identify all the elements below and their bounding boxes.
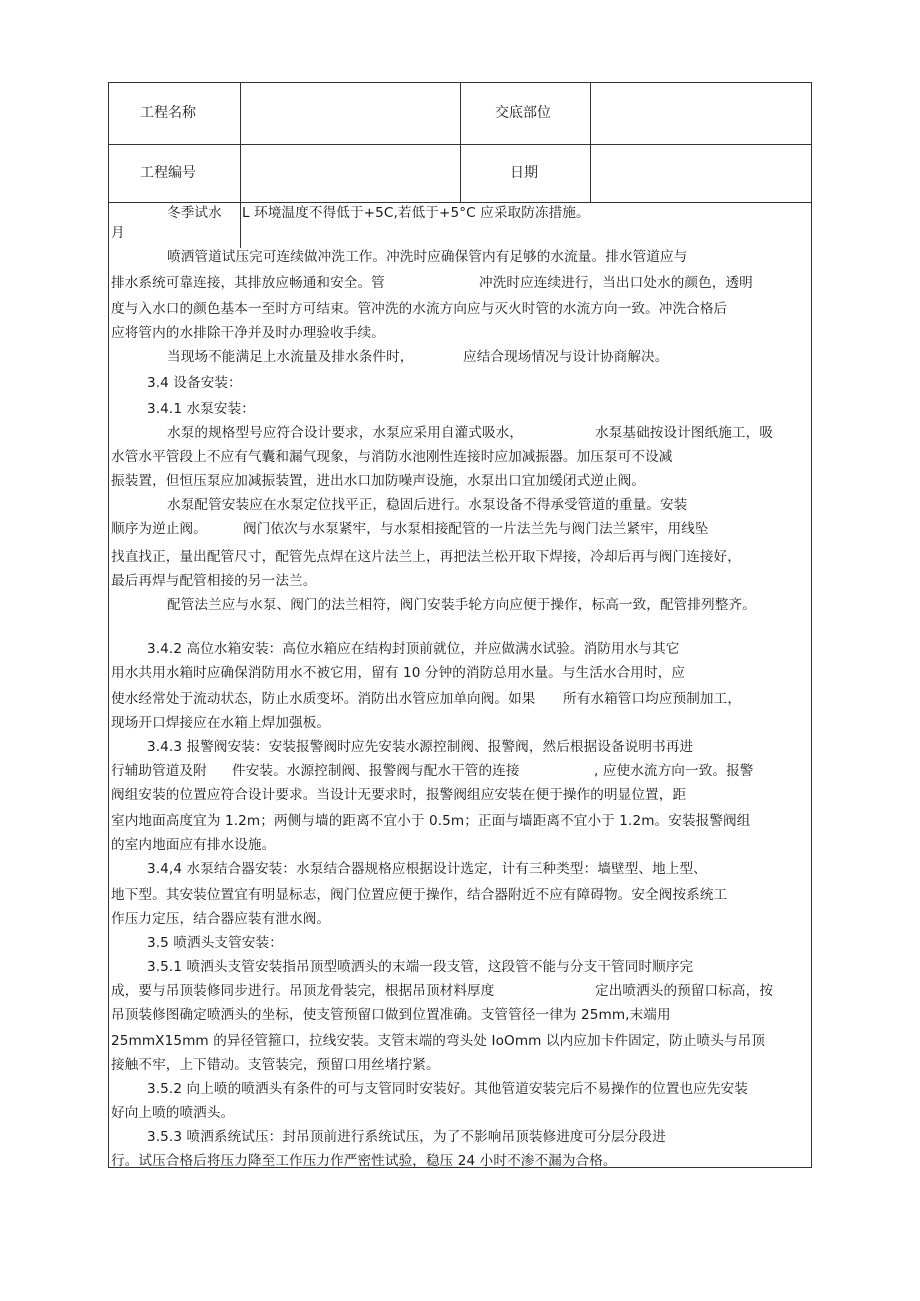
body-text-line: 水泵的规格型号应符合设计要求，水泵应采用自灌式吸水， (167, 425, 524, 441)
body-text-line: , 应使水流方向一致。报警 (594, 763, 754, 779)
body-text-line: 阀组安装的位置应符合设计要求。当设计无要求时，报警阀组应安装在便于操作的明显位置，距 (111, 787, 687, 803)
body-text-line: 作压力定压，结合器应装有泄水阀。 (111, 911, 331, 927)
body-text-line: 定出喷洒头的预留口标高，按 (595, 983, 774, 999)
body-text-line: 应结合现场情况与设计协商解决。 (463, 349, 669, 365)
body-text-line: 冲洗时应连续进行，当出口处水的颜色，透明 (479, 275, 753, 291)
body-text-line: 3.4.3 报警阀安装：安装报警阀时应先安装水源控制阀、报警阀，然后根据设备说明书再进 (147, 739, 694, 755)
body-text-line: 冬季试水 (167, 205, 222, 221)
body-text-line: 成，要与吊顶装修同步进行。吊顶龙骨装完，根据吊顶材料厚度 (111, 983, 495, 999)
body-text-line: 地下型。其安装位置宜有明显标志，阀门位置应便于操作，结合器附近不应有障碍物。安全阀按系统工 (111, 887, 728, 903)
body-text-line: 3.4.2 高位水箱安装：高位水箱应在结构封顶前就位，并应做满水试验。消防用水与其它 (147, 641, 680, 657)
body-text-line: 所有水箱管口均应预制加工， (563, 691, 742, 707)
body-text-line: 件安装。水源控制阀、报警阀与配水干管的连接 (232, 763, 520, 779)
body-text-line: 水泵基础按设计图纸施工，吸 (595, 425, 774, 441)
col-divider-3 (590, 82, 591, 202)
body-text-line: 水管水平管段上不应有气囊和漏气现象，与消防水池刚性连接时应加减振器。加压泵可不设减 (111, 449, 673, 465)
body-text-line: 3.5 喷洒头支管安装： (147, 935, 283, 951)
col-divider-2 (460, 82, 461, 202)
body-text-line: 现场开口焊接应在水箱上焊加强板。 (111, 715, 331, 731)
body-text-line: 阀门依次与水泵紧牢，与水泵相接配管的一片法兰先与阀门法兰紧牢，用线坠 (243, 521, 709, 537)
project-no-label: 工程编号 (140, 165, 196, 181)
body-text-line: 使水经常处于流动状态，防止水质变坏。消防出水管应加单向阀。如果 (111, 691, 536, 707)
body-text-line: 喷洒管道试压完可连续做冲洗工作。冲洗时应确保管内有足够的水流量。排水管道应与 (167, 249, 688, 265)
col-divider-1-stub (240, 202, 241, 248)
section-label: 交底部位 (495, 105, 551, 121)
body-text-line: 最后再焊与配管相接的另一法兰。 (111, 573, 317, 589)
body-text-line: 行。试压合格后将压力降至工作压力作严密性试验，稳压 24 小时不渗不漏为合格。 (111, 1153, 617, 1169)
body-text-line: 3.4,4 水泵结合器安装：水泵结合器规格应根据设计选定，计有三种类型：墙壁型、地上型、 (147, 861, 707, 877)
body-text-line: 振装置，但恒压泵应加减振装置，进出水口加防噪声设施，水泵出口宜加缓闭式逆止阀。 (111, 473, 646, 489)
body-text-line: 吊顶装修图确定喷洒头的坐标，使支管预留口做到位置准确。支管管径一律为 25mm,末端用 (111, 1007, 671, 1023)
body-text-line: 3.4 设备安装： (147, 375, 242, 391)
body-text-line: 行辅助管道及附 (111, 763, 207, 779)
body-text-line: 3.5.2 向上喷的喷洒头有条件的可与支管同时安装好。其他管道安装完后不易操作的位置也应先安装 (147, 1081, 748, 1097)
body-text-line: 月 (111, 225, 125, 241)
body-text-line: 用水共用水箱时应确保消防用水不被它用，留有 10 分钟的消防总用水量。与生活水合用时，应 (111, 665, 686, 681)
body-text-line: 度与入水口的颜色基本一至时方可结束。管冲洗的水流方向应与灭火时管的水流方向一致。冲洗合格后 (111, 301, 728, 317)
body-text-line: L 环境温度不得低于+5C,若低于+5°C 应采取防冻措施。 (242, 205, 590, 221)
body-text-line: 25mmX15mm 的异径管箍口，拉线安装。支管末端的弯头处 IoOmm 以内应加卡件固定，防止喷头与吊顶 (111, 1033, 766, 1049)
date-label: 日期 (510, 165, 538, 181)
body-text-line: 3.5.3 喷洒系统试压：封吊顶前进行系统试压，为了不影响吊顶装修进度可分层分段进 (147, 1129, 666, 1145)
body-text-line: 顺序为逆止阀。 (111, 521, 207, 537)
body-text-line: 的室内地面应有排水设施。 (111, 837, 276, 853)
body-text-line: 配管法兰应与水泵、阀门的法兰相符，阀门安装手轮方向应便于操作，标高一致，配管排列整齐。 (167, 597, 756, 613)
body-text-line: 水泵配管安装应在水泵定位找平正，稳固后进行。水泵设备不得承受管道的重量。安装 (167, 497, 688, 513)
body-text-line: 3.4.1 水泵安装： (147, 401, 255, 417)
project-name-label: 工程名称 (140, 105, 196, 121)
col-divider-1 (240, 82, 241, 202)
body-text-line: 3.5.1 喷洒头支管安装指吊顶型喷洒头的末端一段支管，这段管不能与分支干管同时顺序完 (147, 959, 694, 975)
body-text-line: 当现场不能满足上水流量及排水条件时， (167, 349, 414, 365)
body-text-line: 排水系统可靠连接，其排放应畅通和安全。管 (111, 275, 385, 291)
body-text-line: 室内地面高度宜为 1.2m；两侧与墙的距离不宜小于 0.5m；正面与墙距离不宜小于 1.2m。安装报警阀组 (111, 813, 751, 829)
body-text-line: 接触不牢，上下错动。支管装完，预留口用丝堵拧紧。 (111, 1057, 440, 1073)
body-text-line: 好向上喷的喷洒头。 (111, 1105, 235, 1121)
body-text-line: 找直找正，量出配管尺寸，配管先点焊在这片法兰上，再把法兰松开取下焊接，冷却后再与阀门连接好， (111, 549, 741, 565)
body-text-line: 应将管内的水排除干净并及时办理验收手续。 (111, 325, 385, 341)
